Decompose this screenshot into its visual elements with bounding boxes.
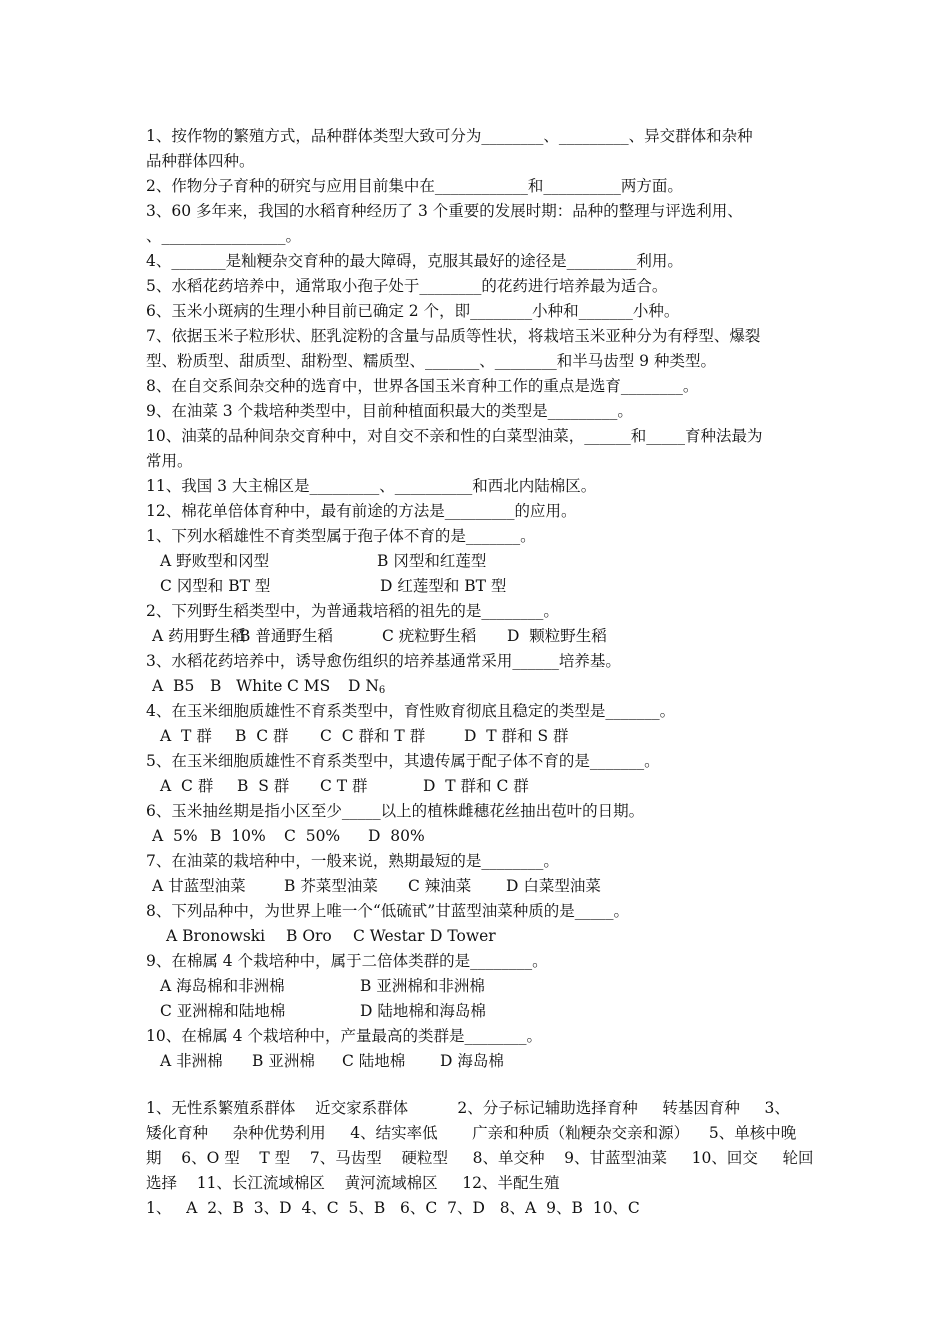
answers-line-4: 选择 11、长江流域棉区 黄河流域棉区 12、半配生殖 [146,1174,560,1192]
choice-2-option-d: D 颗粒野生稻 [507,627,607,645]
choice-4-option-b: B C 群 [235,727,289,745]
choice-6-option-c: C 50% [284,827,341,845]
choice-2-option-a: A 药用野生稻 [152,627,246,645]
choice-9-options-row-2 [160,999,828,1024]
choice-10-option-a: A 非洲棉 [160,1052,223,1070]
choice-1-option-d: D 红莲型和 BT 型 [380,577,507,595]
choice-2-options [152,624,820,649]
choice-4-option-d: D T 群和 S 群 [464,727,569,745]
choice-5-option-b: B S 群 [237,777,290,795]
choice-3-option-d-subscript: 6 [378,685,386,696]
choice-1-option-a: A 野败型和冈型 [160,552,270,570]
answers-line-2: 矮化育种 杂种优势利用 4、结实率低 广亲和种质（籼粳杂交亲和源） 5、单核中晚 [146,1124,797,1142]
choice-3-options [152,674,820,699]
choice-5-option-a: A C 群 [160,777,214,795]
choice-1-option-c: C 冈型和 BT 型 [160,577,271,595]
fill-question-4: 4、_______是籼粳杂交育种的最大障碍，克服其最好的途径是_________利用。 [146,252,683,270]
fill-question-5: 5、水稻花药培养中，通常取小孢子处于________的花药进行培养最为适合。 [146,277,668,295]
fill-question-7-line-2: 型、粉质型、甜质型、甜粉型、糯质型、_______、________和半马齿型 9 种类型。 [146,352,716,370]
choice-10-option-c: C 陆地棉 [342,1052,406,1070]
choice-9-options-row-1 [160,974,828,999]
choice-4-option-c: C C 群和 T 群 [320,727,426,745]
choice-6-option-d: D 80% [368,827,425,845]
fill-question-2: 2、作物分子育种的研究与应用目前集中在____________和__________两方面。 [146,177,683,195]
choice-question-3: 3、水稻花药培养中，诱导愈伤组织的培养基通常采用______培养基。 [146,652,621,670]
fill-question-9: 9、在油菜 3 个栽培种类型中，目前种植面积最大的类型是_________。 [146,402,633,420]
answers-line-1: 1、无性系繁殖系群体 近交家系群体 2、分子标记辅助选择育种 转基因育种 3、 [146,1099,790,1117]
choice-9-option-b: B 亚洲棉和非洲棉 [360,977,485,995]
choice-1-options-row-2 [160,574,828,599]
choice-question-5: 5、在玉米细胞质雄性不育系类型中，其遗传属于配子体不育的是_______。 [146,752,660,770]
choice-8-option-c: C Westar [353,927,425,945]
choice-3-option-d: D $N_6$ [348,677,386,696]
choice-5-option-c: C T 群 [320,777,368,795]
choice-7-options [152,874,820,899]
choice-9-option-d: D 陆地棉和海岛棉 [360,1002,486,1020]
choice-question-7: 7、在油菜的栽培种中，一般来说，熟期最短的是________。 [146,852,559,870]
choice-5-option-d: D T 群和 C 群 [423,777,529,795]
choice-question-8: 8、下列品种中，为世界上唯一个“低硫甙”甘蓝型油菜种质的是_____。 [146,902,629,920]
fill-question-10-line-1: 10、油菜的品种间杂交育种中，对自交不亲和性的白菜型油菜，______和_____育种法最为 [146,427,763,445]
choice-6-option-b: B 10% [210,827,266,845]
choice-3-option-c: C MS [287,677,331,695]
fill-question-6: 6、玉米小斑病的生理小种目前已确定 2 个，即________小种和_______小种。 [146,302,680,320]
choice-8-options [166,924,834,949]
choice-10-option-b: B 亚洲棉 [252,1052,315,1070]
choice-question-6: 6、玉米抽丝期是指小区至少_____以上的植株雌穗花丝抽出苞叶的日期。 [146,802,645,820]
choice-2-option-b: B 普通野生稻 [239,627,333,645]
fill-question-12: 12、棉花单倍体育种中，最有前途的方法是_________的应用。 [146,502,577,520]
choice-8-option-d: D Tower [430,927,496,945]
choice-5-options [160,774,828,799]
choice-4-option-a: A T 群 [160,727,212,745]
fill-question-3-line-2: 、________________。 [146,227,302,245]
choice-7-option-c: C 辣油菜 [408,877,472,895]
choice-6-option-a: A 5% [152,827,198,845]
choice-question-2: 2、下列野生稻类型中，为普通栽培稻的祖先的是________。 [146,602,559,620]
fill-question-7-line-1: 7、依据玉米子粒形状、胚乳淀粉的含量与品质等性状，将栽培玉米亚种分为有稃型、爆裂 [146,327,761,345]
fill-question-10-line-2: 常用。 [146,452,193,470]
choice-question-1: 1、下列水稻雄性不育类型属于孢子体不育的是_______。 [146,527,536,545]
choice-8-option-b: B Oro [286,927,332,945]
choice-9-option-c: C 亚洲棉和陆地棉 [160,1002,286,1020]
choice-2-option-c: C 疣粒野生稻 [382,627,477,645]
choice-4-options [160,724,828,749]
fill-question-8: 8、在自交系间杂交种的选育中，世界各国玉米育种工作的重点是选育________。 [146,377,699,395]
choice-8-option-a: A Bronowski [166,927,266,945]
choice-question-10: 10、在棉属 4 个栽培种中，产量最高的类群是________。 [146,1027,542,1045]
fill-question-11: 11、我国 3 大主棉区是_________、__________和西北内陆棉区。 [146,477,597,495]
fill-question-1-line-1: 1、按作物的繁殖方式，品种群体类型大致可分为________、_________、异交群体和杂种 [146,127,753,145]
choice-1-option-b: B 冈型和红莲型 [377,552,487,570]
answers-line-3: 期 6、O 型 T 型 7、马齿型 硬粒型 8、单交种 9、甘蓝型油菜 10、回交 轮回 [146,1149,814,1167]
choice-10-options [160,1049,828,1074]
choice-6-options [152,824,820,849]
answers-choice-key: 1、 A 2、B 3、D 4、C 5、B 6、C 7、D 8、A 9、B 10、C [146,1199,640,1217]
fill-question-3-line-1: 3、60 多年来，我国的水稻育种经历了 3 个重要的发展时期：品种的整理与评选利用、 [146,202,743,220]
choice-question-9: 9、在棉属 4 个栽培种中，属于二倍体类群的是________。 [146,952,548,970]
choice-1-options-row-1 [160,549,828,574]
choice-7-option-a: A 甘蓝型油菜 [152,877,246,895]
choice-10-option-d: D 海岛棉 [440,1052,504,1070]
choice-3-option-b: B White [210,677,283,695]
choice-question-4: 4、在玉米细胞质雄性不育系类型中，育性败育彻底且稳定的类型是_______。 [146,702,676,720]
choice-7-option-b: B 芥菜型油菜 [284,877,378,895]
choice-3-option-a: A B5 [152,677,195,695]
fill-question-1-line-2: 品种群体四种。 [146,152,255,170]
choice-7-option-d: D 白菜型油菜 [506,877,601,895]
choice-9-option-a: A 海岛棉和非洲棉 [160,977,285,995]
